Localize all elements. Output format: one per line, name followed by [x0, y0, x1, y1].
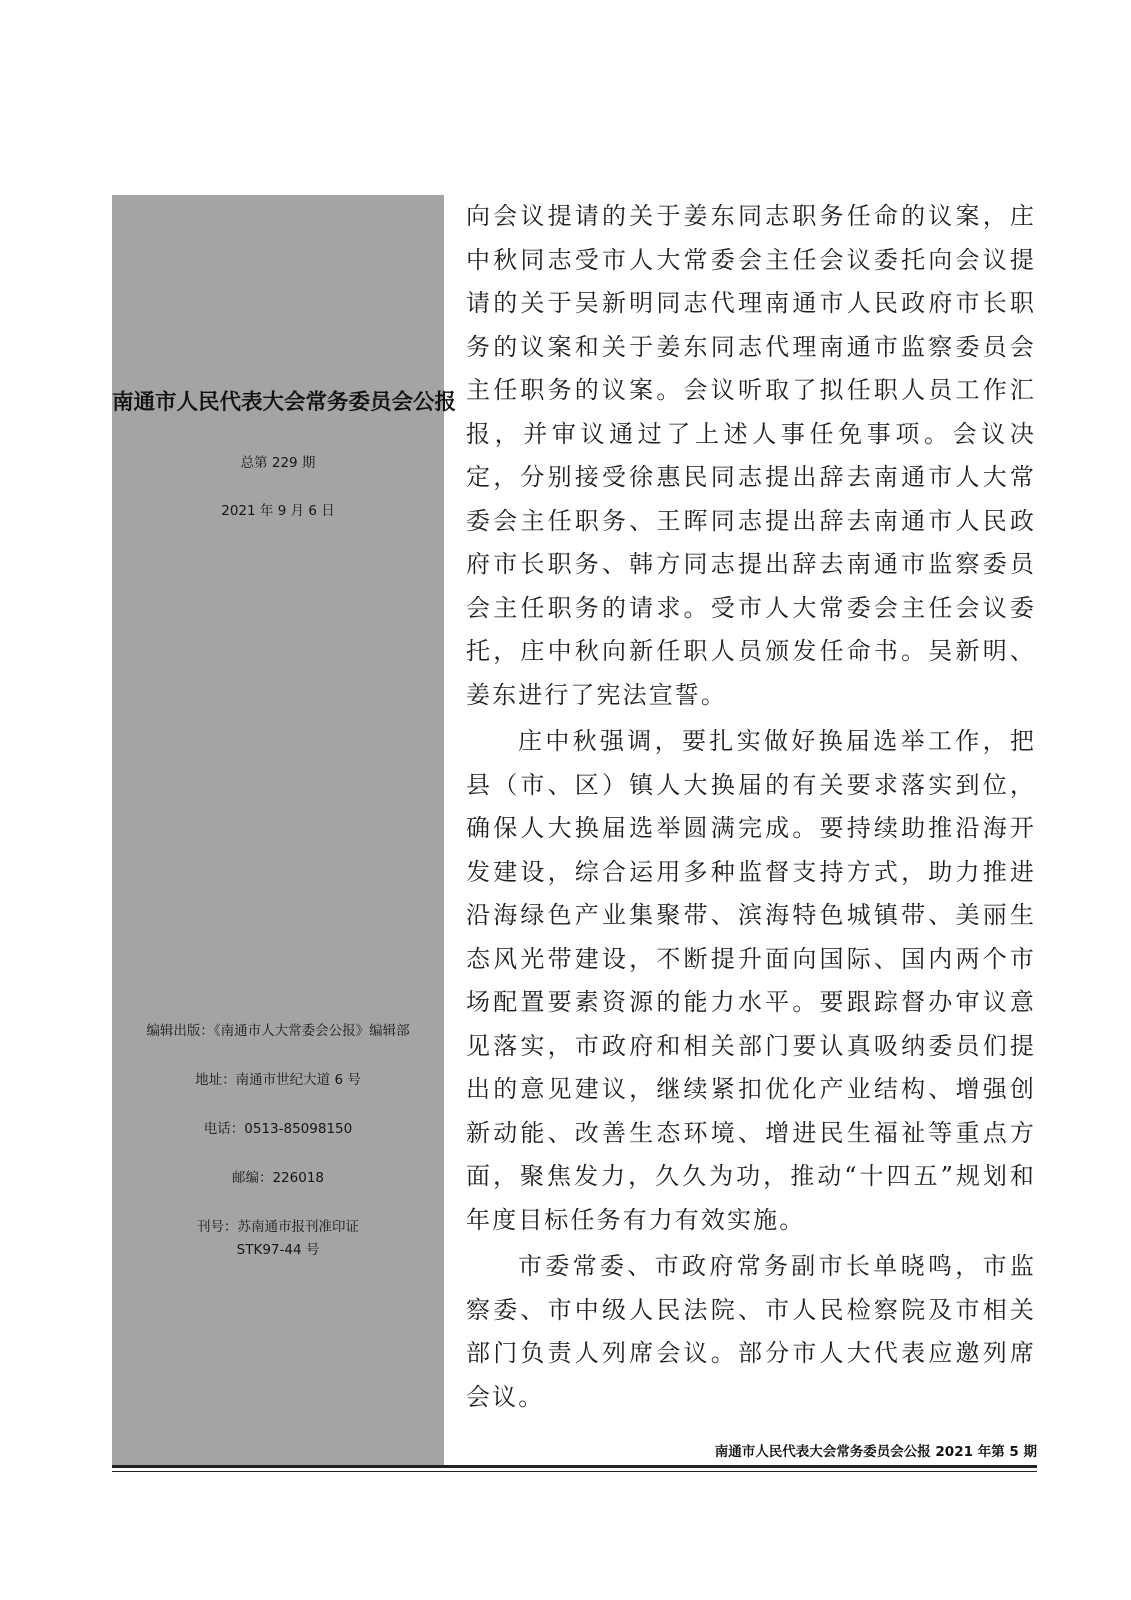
article-body	[466, 195, 1036, 1419]
address-info: 地址：南通市世纪大道 6 号	[195, 1072, 361, 1088]
license-info-line1: 刊号：苏南通市报刊准印证	[197, 1219, 359, 1235]
article-paragraph-2: 庄中秋强调，要扎实做好换届选举工作，把县（市、区）镇人大换届的有关要求落实到位，确保人大换届选举圆满完成。要持续助推沿海开发建设，综合运用多种监督支持方式，助力推进沿海绿色产业集聚带、滨海特色城镇带、美丽生态风光带建设，不断提升面向国际、国内两个市场配置要素资源的能力水平。要跟踪督办审议意见落实，市政府和相关部门要认真吸纳委员们提出的意见建议，继续紧扣优化产业结构、增强创新动能、改善生态环境、增进民生福祉等重点方面，聚焦发力，久久为功，推动“十四五”规划和年度目标任务有力有效实施。	[466, 727, 1036, 1234]
postcode-info: 邮编：226018	[231, 1170, 325, 1186]
sidebar-panel	[112, 195, 457, 1465]
footer-rule-thin	[112, 1471, 1037, 1472]
phone-info: 电话：0513-85098150	[203, 1121, 353, 1137]
article-paragraph-1: 向会议提请的关于姜东同志职务任命的议案，庄中秋同志受市人大常委会主任会议委托向会议提请的关于吴新明同志代理南通市人民政府市长职务的议案和关于姜东同志代理南通市监察委员会主任职务的议案。会议听取了拟任职人员工作汇报，并审议通过了上述人事任免事项。会议决定，分别接受徐惠民同志提出辞去南通市人大常委会主任职务、王晖同志提出辞去南通市人民政府市长职务、韩方同志提出辞去南通市监察委员会主任职务的请求。受市人大常委会主任会议委托，庄中秋向新任职人员颁发任命书。吴新明、姜东进行了宪法宣誓。	[466, 202, 1036, 709]
publication-title: 南通市人民代表大会常务委员会公报	[112, 390, 457, 415]
issue-number: 总第 229 期	[240, 455, 316, 471]
license-info-line2: STK97-44 号	[236, 1242, 320, 1258]
footer-rule-thick	[112, 1465, 1037, 1468]
editor-info: 编辑出版：《南通市人大常委会公报》编辑部	[146, 1023, 410, 1039]
issue-date: 2021 年 9 月 6 日	[221, 503, 335, 519]
article-paragraph-3: 市委常委、市政府常务副市长单晓鸣，市监察委、市中级人民法院、市人民检察院及市相关部门负责人列席会议。部分市人大代表应邀列席会议。	[466, 1252, 1036, 1411]
footer-publication-title: 南通市人民代表大会常务委员会公报 2021 年第 5 期	[714, 1444, 1037, 1460]
